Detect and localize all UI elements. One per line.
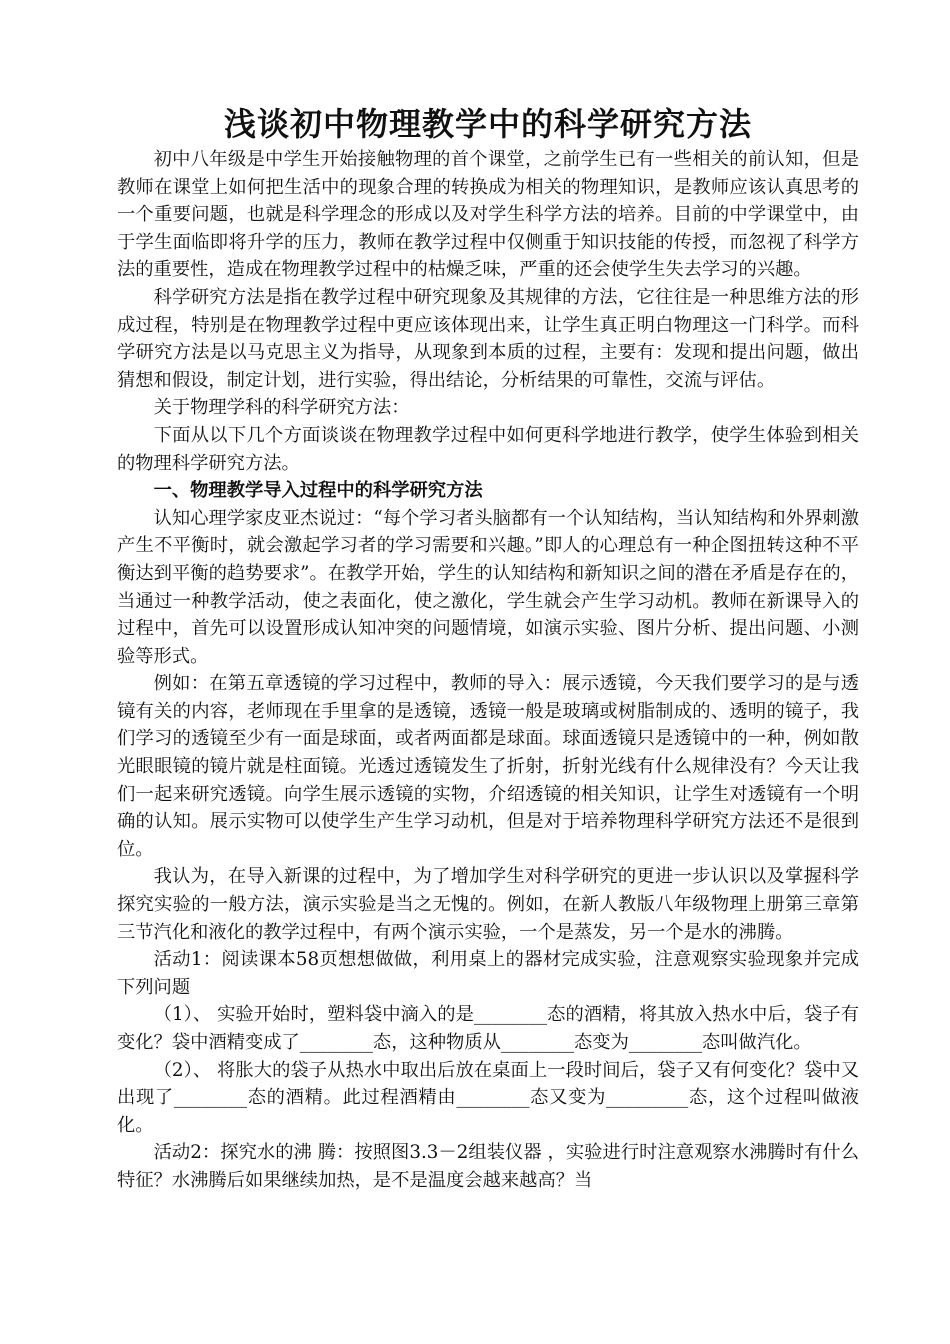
- paragraph-method-definition: 科学研究方法是指在教学过程中研究现象及其规律的方法，它往往是一种思维方法的形成过程，特别是在物理教学过程中更应该体现出来，让学生真正明白物理这一门科学。而科学研究方法是以马克思主义为指导，从现象到本质的过程，主要有：发现和提出问题，做出猜想和假设，制定计划，进行实验，得出结论，分析结果的可靠性，交流与评估。: [117, 286, 859, 391]
- paragraph-intro: 初中八年级是中学生开始接触物理的首个课堂，之前学生已有一些相关的前认知，但是教师在课堂上如何把生活中的现象合理的转换成为相关的物理知识，是教师应该认真思考的一个重要问题，也就是科学理念的形成以及对学生科学方法的培养。目前的中学课堂中，由于学生面临即将升学的压力，教师在教学过程中仅侧重于知识技能的传授，而忽视了科学方法的重要性，造成在物理教学过程中的枯燥乏味，严重的还会使学生失去学习的兴趣。: [117, 149, 859, 281]
- paragraph-lens-example: 例如：在第五章透镜的学习过程中，教师的导入：展示透镜，今天我们要学习的是与透镜有关的内容，老师现在手里拿的是透镜，透镜一般是玻璃或树脂制成的、透明的镜子，我们学习的透镜至少有一面是球面，或者两面都是球面。球面透镜只是透镜中的一种，例如散光眼眼镜的镜片就是柱面镜。光透过透镜发生了折射，折射光线有什么规律没有？今天让我们一起来研究透镜。向学生展示透镜的实物，介绍透镜的相关知识，让学生对透镜有一个明确的认知。展示实物可以使学生产生学习动机，但是对于培养物理科学研究方法还不是很到位。: [117, 673, 859, 860]
- paragraph-question-2: （2）、 将胀大的袋子从热水中取出后放在桌面上一段时间后，袋子又有何变化？袋中又出现了________态的酒精。此过程酒精由________态又变为_________态，这个过程叫做液化。: [117, 1059, 859, 1136]
- paragraph-about-methods: 关于物理学科的科学研究方法：: [153, 397, 410, 419]
- paragraph-question-1: （1）、 实验开始时，塑料袋中滴入的是________态的酒精，将其放入热水中后，袋子有变化？袋中酒精变成了________态，这种物质从________态变为________态叫做汽化。: [117, 1004, 859, 1053]
- paragraph-piaget: 认知心理学家皮亚杰说过：“每个学习者头脑都有一个认知结构，当认知结构和外界刺激产生不平衡时，就会激起学习者的学习需要和兴趣。”即人的心理总有一种企图扭转这种不平衡达到平衡的趋势要求”。在教学开始，学生的认知结构和新知识之间的潜在矛盾是存在的，当通过一种教学活动，使之表面化，使之激化，学生就会产生学习动机。教师在新课导入的过程中，首先可以设置形成认知冲突的问题情境，如演示实验、图片分析、提出问题、小测验等形式。: [117, 507, 859, 667]
- paragraph-activity-2: 活动2：探究水的沸 腾：按照图3.3－2组装仪器 ，实验进行时注意观察水沸腾时有什么特征？水沸腾后如果继续加热，是不是温度会越来越高？当: [117, 1142, 859, 1191]
- paragraph-overview: 下面从以下几个方面谈谈在物理教学过程中如何更科学地进行教学，使学生体验到相关的物理科学研究方法。: [117, 424, 859, 474]
- document-title: 浅谈初中物理教学中的科学研究方法: [223, 105, 752, 143]
- document-page: [117, 102, 859, 1195]
- paragraph-demo-experiment: 我认为，在导入新课的过程中，为了增加学生对科学研究的更进一步认识以及掌握科学探究实验的一般方法，演示实验是当之无愧的。例如，在新人教版八年级物理上册第三章第三节汽化和液化的教学过程中，有两个演示实验，一个是蒸发，另一个是水的沸腾。: [117, 866, 859, 943]
- paragraph-activity-1: 活动1：阅读课本58页想想做做，利用桌上的器材完成实验，注意观察实验现象并完成下列问题: [117, 949, 859, 998]
- section-heading-1: 一、物理教学导入过程中的科学研究方法: [153, 480, 483, 502]
